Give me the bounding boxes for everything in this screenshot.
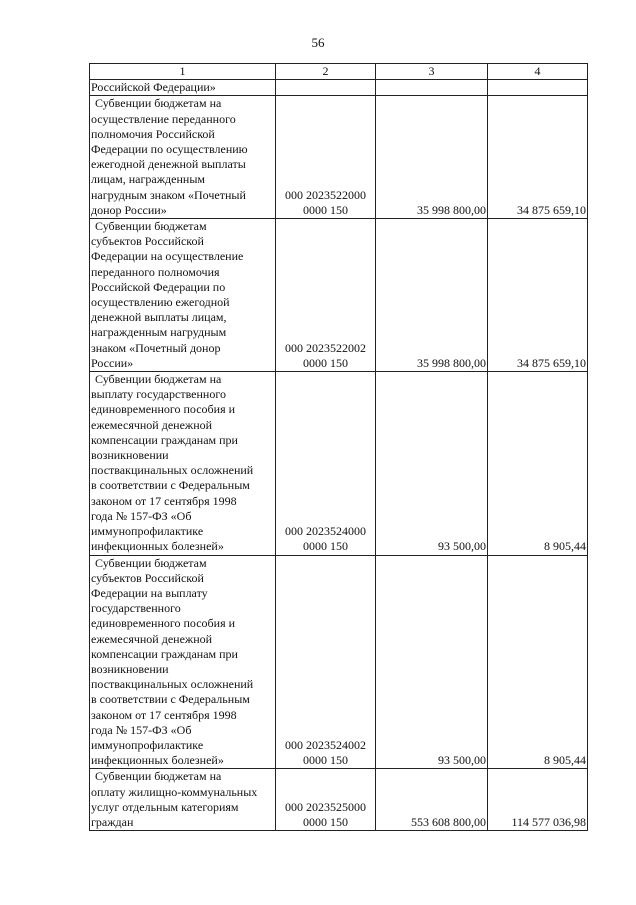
budget-code-cell: [276, 219, 376, 372]
subsidy-name-line: возникновении: [91, 448, 169, 463]
budget-code-line: 0000 150: [303, 814, 348, 829]
subsidy-name-line: Федерации на осуществление: [91, 249, 244, 264]
subsidy-name-line: Субвенции бюджетам на: [95, 372, 222, 387]
subsidy-name-line: ежемесячной денежной: [91, 417, 213, 432]
budget-code-line: 0000 150: [303, 202, 348, 217]
subsidy-name-cell: [90, 219, 276, 372]
subsidy-name-line: награжденным нагрудным: [91, 325, 227, 340]
subsidy-name-line: полномочия Российской: [91, 126, 215, 141]
table-row: [90, 769, 588, 831]
subsidy-name-line: Субвенции бюджетам: [95, 219, 207, 234]
subsidy-name-line: иммунопрофилактике: [91, 524, 204, 539]
subsidy-name-line: субъектов Российской: [91, 570, 204, 585]
table-row: [90, 80, 588, 96]
subsidy-name-cell: [90, 372, 276, 555]
column-header-3: 3: [376, 64, 488, 80]
budget-code-cell: [276, 372, 376, 555]
subsidy-name-line: нагрудным знаком «Почетный: [91, 187, 246, 202]
subsidy-name-line: осуществление переданного: [91, 111, 236, 126]
planned-amount-cell: 93 500,00: [376, 372, 488, 555]
actual-amount-cell: 34 875 659,10: [488, 219, 588, 372]
subsidy-name-line: года № 157-ФЗ «Об: [91, 722, 192, 737]
table-row: [90, 555, 588, 769]
subsidy-name-line: переданного полномочия: [91, 264, 220, 279]
table-row: [90, 219, 588, 372]
budget-code-line: 0000 150: [303, 753, 348, 768]
budget-code-line: 000 2023525000: [285, 799, 366, 814]
planned-amount-cell: [376, 80, 488, 96]
budget-code-cell: [276, 555, 376, 769]
table-row: [90, 96, 588, 219]
subsidy-name-line: осуществлению ежегодной: [91, 295, 230, 310]
subsidy-name-line: поствакцинальных осложнений: [91, 677, 254, 692]
budget-code-line: 000 2023522002: [285, 340, 366, 355]
subsidy-name-line: единовременного пособия и: [91, 616, 236, 631]
budget-code-line: 000 2023524000: [285, 524, 366, 539]
subsidy-name-cell: [90, 96, 276, 219]
subsidy-name-line: ежегодной денежной выплаты: [91, 157, 246, 172]
actual-amount-cell: [488, 80, 588, 96]
subsidy-name-line: России»: [91, 355, 134, 370]
budget-code-cell: [276, 96, 376, 219]
subsidy-name-line: компенсации гражданам при: [91, 646, 238, 661]
subsidy-name-line: Федерации по осуществлению: [91, 142, 248, 157]
subsidy-name-cell: [90, 555, 276, 769]
actual-amount-cell: 8 905,44: [488, 372, 588, 555]
subsidy-name-line: лицам, награжденным: [91, 172, 205, 187]
budget-code-cell: [276, 769, 376, 831]
actual-amount-cell: 114 577 036,98: [488, 769, 588, 831]
subsidy-name-line: Российской Федерации по: [91, 279, 226, 294]
subsidy-name-line: донор России»: [91, 202, 167, 217]
planned-amount-cell: 35 998 800,00: [376, 219, 488, 372]
budget-code-line: 0000 150: [303, 539, 348, 554]
subsidy-name-line: возникновении: [91, 661, 169, 676]
planned-amount-cell: 93 500,00: [376, 555, 488, 769]
subsidy-name-line: субъектов Российской: [91, 234, 204, 249]
subsidy-name-line: денежной выплаты лицам,: [91, 310, 227, 325]
subsidy-name-line: выплату государственного: [91, 387, 226, 402]
subsidy-name-cell: [90, 80, 276, 96]
subsidy-name-line: Субвенции бюджетам: [95, 555, 207, 570]
column-header-2: 2: [276, 64, 376, 80]
table-row: [90, 372, 588, 555]
page-number: 56: [311, 35, 325, 50]
subsidy-name-line: услуг отдельным категориям: [91, 799, 239, 814]
subsidy-name-line: компенсации гражданам при: [91, 432, 238, 447]
subsidy-name-line: знаком «Почетный донор: [91, 340, 221, 355]
subsidy-name-line: Российской Федерации»: [91, 80, 216, 95]
planned-amount-cell: 553 608 800,00: [376, 769, 488, 831]
subsidy-name-line: в соответствии с Федеральным: [91, 692, 250, 707]
table-header-row: [90, 64, 588, 80]
subsidy-name-line: поствакцинальных осложнений: [91, 463, 254, 478]
column-header-4: 4: [488, 64, 588, 80]
subsidy-name-line: в соответствии с Федеральным: [91, 478, 250, 493]
budget-code-line: 000 2023522000: [285, 187, 366, 202]
actual-amount-cell: 8 905,44: [488, 555, 588, 769]
budget-code-cell: [276, 80, 376, 96]
subsidy-name-line: инфекционных болезней»: [91, 753, 224, 768]
subsidy-name-line: Федерации на выплату: [91, 585, 208, 600]
subsidy-name-line: иммунопрофилактике: [91, 737, 204, 752]
subsidy-name-line: ежемесячной денежной: [91, 631, 213, 646]
actual-amount-cell: 34 875 659,10: [488, 96, 588, 219]
subsidy-name-line: граждан: [91, 814, 134, 829]
subsidy-name-line: Субвенции бюджетам на: [95, 769, 222, 784]
subsidy-name-line: законом от 17 сентября 1998: [91, 493, 237, 508]
subsidy-name-line: инфекционных болезней»: [91, 539, 224, 554]
budget-code-line: 000 2023524002: [285, 737, 366, 752]
column-header-1: 1: [90, 64, 276, 80]
budget-code-line: 0000 150: [303, 355, 348, 370]
subsidy-name-line: единовременного пособия и: [91, 402, 236, 417]
subsidy-name-line: государственного: [91, 601, 181, 616]
subsidy-name-line: Субвенции бюджетам на: [95, 96, 222, 111]
subsidy-name-line: оплату жилищно-коммунальных: [91, 784, 258, 799]
subsidy-name-cell: [90, 769, 276, 831]
budget-table: [89, 63, 588, 831]
planned-amount-cell: 35 998 800,00: [376, 96, 488, 219]
subsidy-name-line: года № 157-ФЗ «Об: [91, 508, 192, 523]
subsidy-name-line: законом от 17 сентября 1998: [91, 707, 237, 722]
